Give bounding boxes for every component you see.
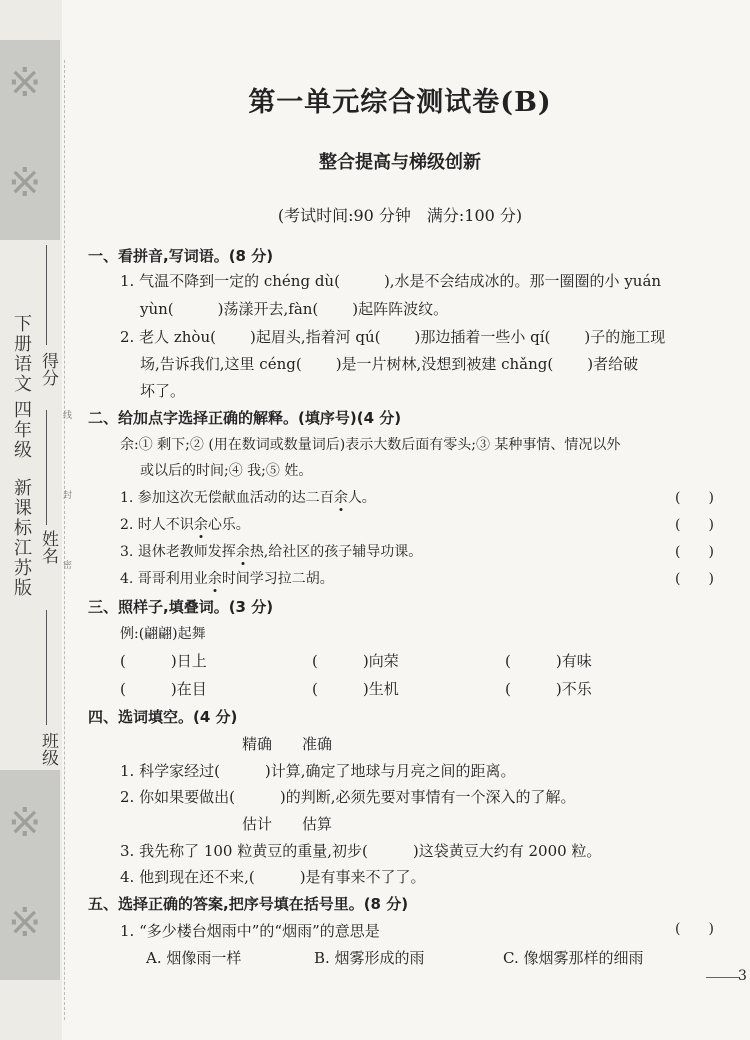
s1-q1-line2: yùn( )荡漾开去,fàn( )起阵阵波纹。: [140, 300, 449, 318]
answer-paren[interactable]: ( ): [675, 490, 714, 506]
page-number: 3: [738, 968, 747, 984]
answer-paren[interactable]: ( ): [675, 571, 714, 587]
s3-example: 例:(翩翩)起舞: [120, 626, 206, 642]
section-4-heading: 四、选词填空。(4 分): [88, 708, 238, 726]
s5-option-c: C. 像烟雾那样的细雨: [503, 949, 644, 967]
s1-q2-line2: 场,告诉我们,这里 céng( )是一片树林,没想到被建 chǎng( )者给破: [140, 355, 639, 373]
s5-question: 1. “多少楼台烟雨中”的“烟雨”的意思是: [120, 922, 380, 940]
section-2-heading: 二、给加点字选择正确的解释。(填序号)(4 分): [88, 409, 402, 427]
page-title: 第一单元综合测试卷(B): [248, 87, 552, 118]
s1-q1-line1: 1. 气温不降到一定的 chéng dù( ),水是不会结成冰的。那一圈圈的小 yuán: [120, 272, 662, 290]
side-subject-label: 语文: [11, 354, 32, 394]
page-subtitle: 整合提高与梯级创新: [319, 152, 481, 173]
section-1-heading: 一、看拼音,写词语。(8 分): [88, 247, 274, 265]
decorative-glyph: ※: [8, 160, 42, 206]
s2-definitions-line1: 余:① 剩下;② (用在数词或数量词后)表示大数后面有零头;③ 某种事情、情况以外: [120, 437, 621, 453]
exam-info: (考试时间:90 分钟 满分:100 分): [277, 206, 523, 225]
s4-word-choices: 估计 估算: [242, 815, 333, 833]
s4-question: 3. 我先称了 100 粒黄豆的重量,初步( )这袋黄豆大约有 2000 粒。: [120, 842, 602, 860]
s3-blank[interactable]: ( )在目: [120, 680, 207, 698]
answer-paren[interactable]: ( ): [675, 544, 714, 560]
name-label: 姓名: [38, 530, 58, 564]
page-number-rule: [706, 977, 740, 978]
s3-blank[interactable]: ( )生机: [312, 680, 399, 698]
decorative-glyph: ※: [8, 60, 42, 106]
class-line: [46, 610, 47, 725]
side-series-label: 新课标江苏版: [11, 478, 32, 598]
s5-option-a: A. 烟像雨一样: [146, 949, 242, 967]
s2-item: 2. 时人不识余心乐。: [120, 517, 250, 533]
side-term-label: 下册: [11, 314, 32, 354]
cut-label-seal: 封: [61, 490, 71, 499]
s3-blank[interactable]: ( )有味: [505, 652, 592, 670]
decorative-glyph: ※: [8, 800, 42, 846]
s4-question: 4. 他到现在还不来,( )是有事来不了了。: [120, 868, 426, 886]
s2-item: 4. 哥哥利用业余时间学习拉二胡。: [120, 571, 334, 587]
s4-word-choices: 精确 准确: [242, 735, 333, 753]
s3-blank[interactable]: ( )不乐: [505, 680, 592, 698]
cut-label-line: 线: [61, 410, 71, 419]
s2-item: 3. 退休老教师发挥余热,给社区的孩子辅导功课。: [120, 544, 423, 560]
s1-q2-line3: 坏了。: [140, 382, 186, 400]
s3-blank[interactable]: ( )向荣: [312, 652, 399, 670]
section-5-heading: 五、选择正确的答案,把序号填在括号里。(8 分): [88, 895, 409, 913]
s1-q2-line1: 2. 老人 zhòu( )起眉头,指着河 qú( )那边插着一些小 qí( )子的施工现: [120, 328, 666, 346]
decorative-glyph: ※: [8, 900, 42, 946]
side-grade-label: 四年级: [11, 400, 32, 460]
name-line: [46, 410, 47, 525]
answer-paren[interactable]: ( ): [675, 517, 714, 533]
answer-paren[interactable]: ( ): [675, 921, 714, 937]
s4-question: 2. 你如果要做出( )的判断,必须先要对事情有一个深入的了解。: [120, 788, 576, 806]
s2-item: 1. 参加这次无偿献血活动的达二百余人。: [120, 490, 376, 506]
s5-option-b: B. 烟雾形成的雨: [314, 949, 425, 967]
s3-blank[interactable]: ( )日上: [120, 652, 207, 670]
score-line: [46, 245, 47, 345]
score-label: 得分: [38, 352, 58, 386]
s4-question: 1. 科学家经过( )计算,确定了地球与月亮之间的距离。: [120, 762, 516, 780]
decorative-block-bottom: [0, 770, 60, 980]
s2-definitions-line2: 或以后的时间;④ 我;⑤ 姓。: [140, 463, 313, 479]
section-3-heading: 三、照样子,填叠词。(3 分): [88, 598, 274, 616]
class-label: 班级: [38, 732, 58, 766]
cut-label-tight: 密: [61, 560, 71, 569]
